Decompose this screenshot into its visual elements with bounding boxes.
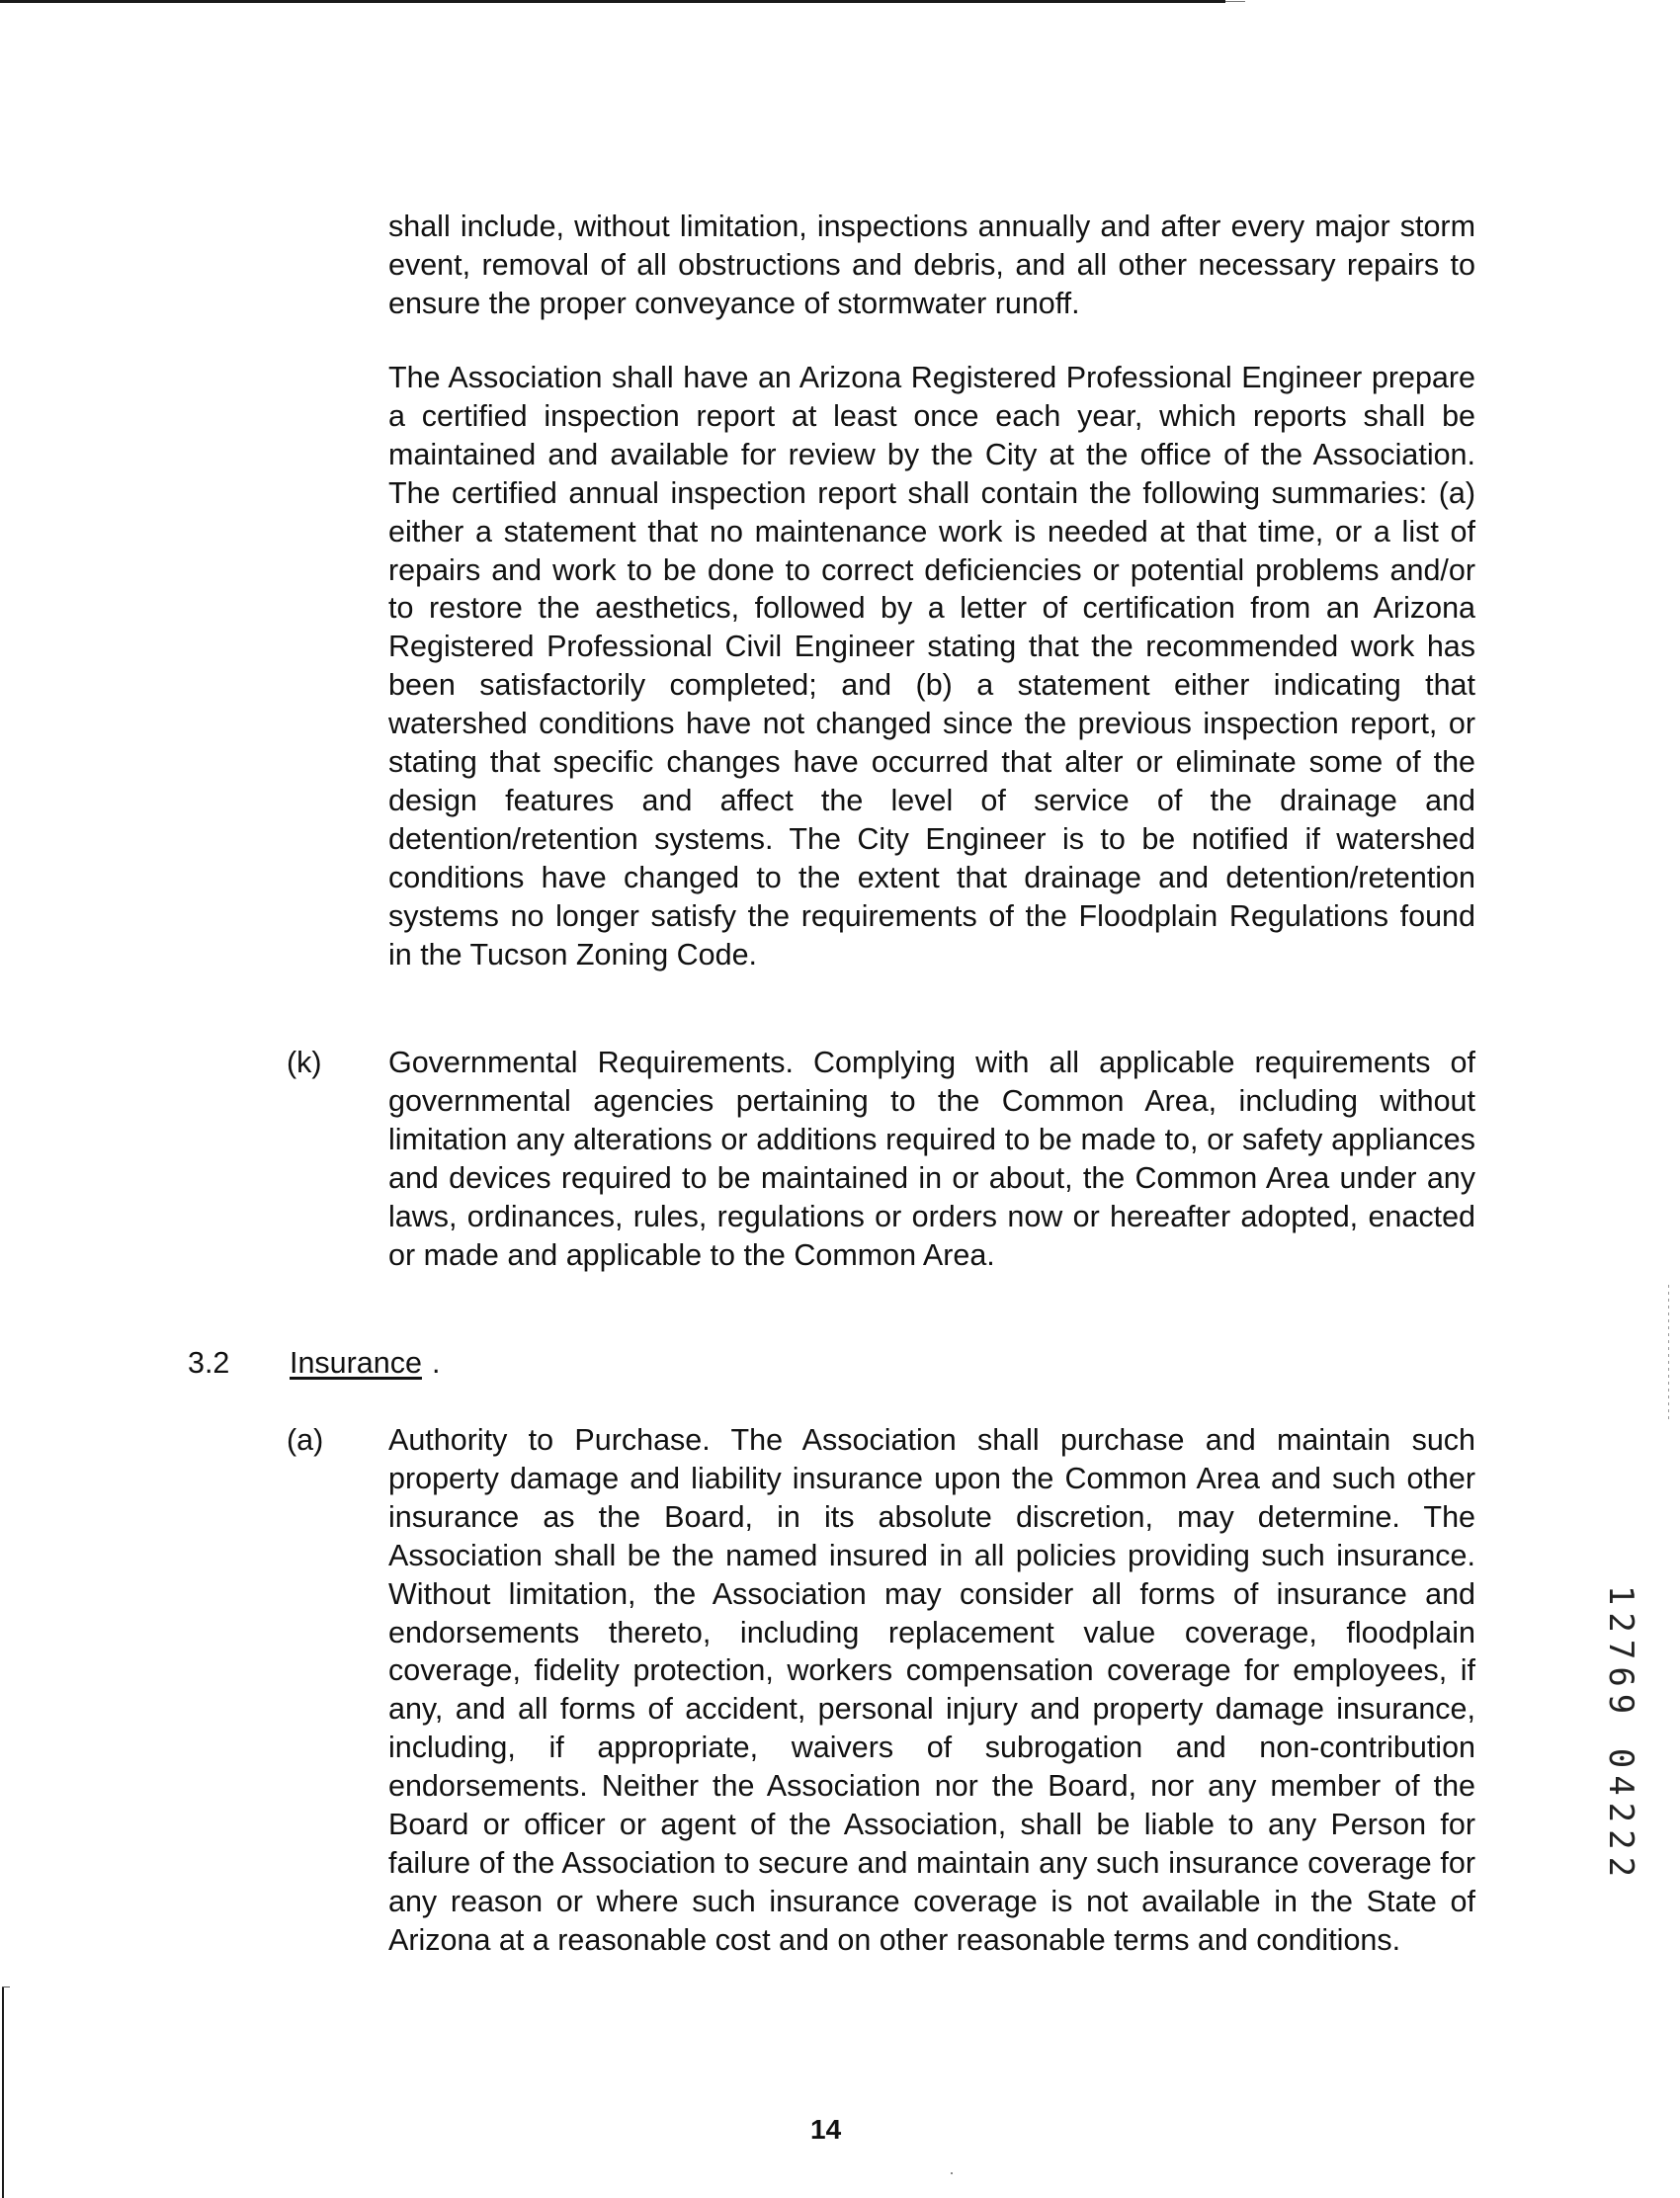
section-title: Insurance	[290, 1346, 422, 1380]
item-a-label: (a)	[287, 1423, 324, 1457]
inspection-report-paragraph: The Association shall have an Arizona Registered Professional Engineer prepare a certified inspection report at least once each year, which reports shall be maintained and available for review by the City at the office of the Association. The certified annual inspection report shall contain the following summaries: (a) either a statement that no maintenance work is needed at that time, or a list of repairs and work to be done to correct deficiencies or potential problems and/or to restore the aesthetics, followed by a letter of certification from an Arizona Registered Professional Civil Engineer stating that the recommended work has been satisfactorily completed; and (b) a statement either indicating that watershed conditions have not changed since the previous inspection report, or stating that specific changes have occurred that alter or eliminate some of the design features and affect the level of service of the drainage and detention/retention systems. The City Engineer is to be notified if watershed conditions have changed to the extent that drainage and detention/retention systems no longer satisfy the requirements of the Floodplain Regulations found in the Tucson Zoning Code.	[388, 361, 1475, 972]
section-number: 3.2	[188, 1346, 230, 1380]
section-heading	[290, 1344, 422, 1383]
section-title-period: .	[432, 1346, 441, 1380]
recording-number-stamp	[1597, 1584, 1644, 1885]
continuation-paragraph: shall include, without limitation, inspections annually and after every major storm event, removal of all obstructions and debris, and all other necessary repairs to ensure the proper conveyance of stormwater runoff.	[388, 210, 1475, 320]
top-scan-rule	[0, 0, 1225, 3]
item-k-label: (k)	[287, 1046, 322, 1079]
scan-speck	[951, 2172, 953, 2174]
item-k-governmental-requirements: Governmental Requirements. Complying with all applicable requirements of governmental agencies pertaining to the Common Area, including without limitation any alterations or additions required to be made to, or safety appliances and devices required to be maintained in or about, the Common Area under any laws, ordinances, rules, regulations or orders now or hereafter adopted, enacted or made and applicable to the Common Area.	[388, 1046, 1475, 1272]
left-margin-scan-mark	[2, 1987, 4, 2198]
right-margin-scan-mark	[1668, 1285, 1669, 1423]
item-a-authority-to-purchase: Authority to Purchase. The Association shall purchase and maintain such property damage and liability insurance upon the Common Area and such other insurance as the Board, in its absolute discretion, may determine. The Association shall be the named insured in all policies providing such insurance. Without limitation, the Association may consider all forms of insurance and endorsements thereto, including replacement value coverage, floodplain coverage, fidelity protection, workers compensation coverage for employees, if any, and all forms of accident, personal injury and property damage insurance, including, if appropriate, waivers of subrogation and non-contribution endorsements. Neither the Association nor the Board, nor any member of the Board or officer or agent of the Association, shall be liable to any Person for failure of the Association to secure and maintain any such insurance coverage for any reason or where such insurance coverage is not available in the State of Arizona at a reasonable cost and on other reasonable terms and conditions.	[388, 1423, 1475, 1957]
page-number: 14	[810, 2114, 842, 2145]
top-scan-rule-tail	[1225, 1, 1245, 2]
recording-number-text: 12769 04222	[1601, 1584, 1641, 1885]
